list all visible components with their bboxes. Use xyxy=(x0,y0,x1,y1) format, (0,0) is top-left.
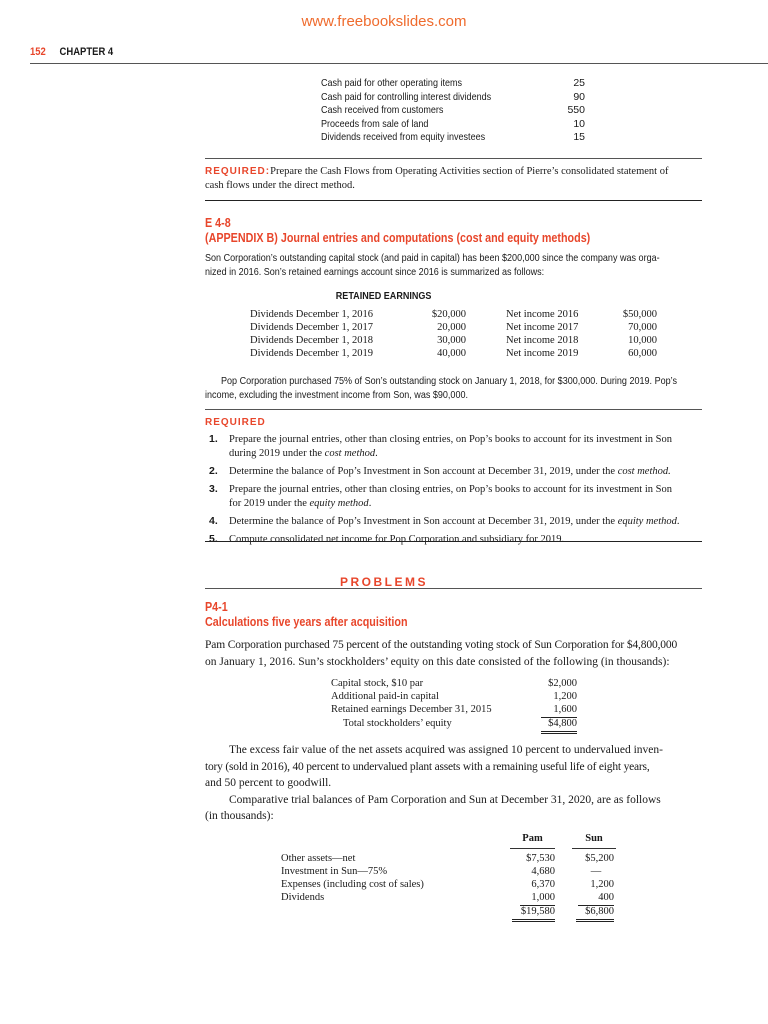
required-text: Prepare the Cash Flows from Operating Activities section of Pierre’s consolidated statement of xyxy=(270,166,669,177)
tb-label: Expenses (including cost of sales) xyxy=(281,879,424,890)
cash-item-label: Proceeds from sale of land xyxy=(321,117,429,130)
equity-total-label: Total stockholders’ equity xyxy=(343,718,452,729)
re-credit-label: Net income 2016 xyxy=(506,309,579,320)
re-debit-label: Dividends December 1, 2017 xyxy=(250,322,374,333)
re-credit-value: 10,000 xyxy=(628,335,657,346)
equity-value: $2,000 xyxy=(548,678,577,689)
tb-pam-value: $7,530 xyxy=(526,853,555,864)
re-credit-value: $50,000 xyxy=(622,309,657,320)
re-credit-label: Net income 2017 xyxy=(506,322,579,333)
tb-label: Dividends xyxy=(281,892,325,903)
required-text: cash flows under the direct method. xyxy=(205,180,355,191)
page-number: 152 xyxy=(30,46,46,58)
cash-item-label: Dividends received from equity investees xyxy=(321,131,486,143)
tb-total-pam: $19,580 xyxy=(512,905,555,922)
re-debit-value: $20,000 xyxy=(431,309,466,320)
problem-title: Calculations five years after acquisition xyxy=(205,615,408,629)
column-rule xyxy=(572,848,616,849)
required-item-cont: during 2019 under the cost method. xyxy=(229,448,378,459)
running-head xyxy=(30,46,127,58)
cash-item-value: 90 xyxy=(573,90,585,103)
required-item: 3. Prepare the journal entries, other than closing entries, on Pop’s books to account for its investment in Son xyxy=(209,483,672,495)
required-item: 1. Prepare the journal entries, other than closing entries, on Pop’s books to account for its investment in Son xyxy=(209,433,672,445)
section-rule xyxy=(205,588,702,589)
section-rule xyxy=(205,541,702,542)
re-debit-label: Dividends December 1, 2019 xyxy=(250,348,374,359)
excess-paragraph: The excess fair value of the net assets acquired was assigned 10 percent to undervalued inven- tory (sold in 2016), 40 percent to undervalued plant assets with a remaining useful life of eight years, and 50 percent to goodwill. Comparative trial balances of Pam Corporation and Sun at December 31, 2020, are as follows (in thousands): xyxy=(205,744,663,822)
exercise-title: (APPENDIX B) Journal entries and computations (cost and equity methods) xyxy=(205,231,591,245)
chapter-label: CHAPTER 4 xyxy=(59,46,114,58)
required-item: 2. Determine the balance of Pop’s Investment in Son account at December 31, 2019, under the cost method. xyxy=(209,465,671,477)
required-cash-flows xyxy=(205,165,705,193)
tb-pam-value: 6,370 xyxy=(531,879,555,890)
re-debit-label: Dividends December 1, 2016 xyxy=(250,309,374,320)
cash-item-value: 15 xyxy=(573,131,585,143)
problems-heading: PROBLEMS xyxy=(339,575,428,589)
re-debit-value: 40,000 xyxy=(437,348,466,359)
equity-total-value: $4,800 xyxy=(541,717,577,734)
equity-label: Retained earnings December 31, 2015 xyxy=(331,704,492,715)
header-rule xyxy=(30,63,768,64)
required-label: REQUIRED: xyxy=(205,166,271,177)
cash-item-value: 550 xyxy=(567,104,585,116)
exercise-intro: Son Corporation’s outstanding capital stock (and paid in capital) has been $200,000 since the company was orga- nized in 2016. Son’s retained earnings account since 2016 is summarized as follows: xyxy=(205,252,660,278)
retained-earnings-title: RETAINED EARNINGS xyxy=(336,290,432,302)
re-debit-value: 30,000 xyxy=(437,335,466,346)
required-list xyxy=(205,432,715,547)
problem-code: P4-1 xyxy=(205,600,228,614)
purchase-paragraph: Pop Corporation purchased 75% of Son’s outstanding stock on January 1, 2018, for $300,000. During 2019. Pop’s income, excluding the investment income from Son, was $90,000. xyxy=(205,375,678,401)
tb-pam-value: 4,680 xyxy=(531,866,555,877)
equity-value: 1,600 xyxy=(541,703,577,718)
tb-total-sun: $6,800 xyxy=(576,905,614,922)
cash-item-value: 10 xyxy=(573,117,585,130)
tb-pam-value: 1,000 xyxy=(520,891,555,906)
required-item: 5. Compute consolidated net income for Pop Corporation and subsidiary for 2019. xyxy=(209,533,565,545)
cash-item-value: 25 xyxy=(573,77,585,89)
required-item-cont: for 2019 under the equity method. xyxy=(229,498,372,509)
column-header-sun: Sun xyxy=(585,833,603,844)
tb-sun-value: 1,200 xyxy=(590,879,614,890)
re-credit-value: 60,000 xyxy=(628,348,657,359)
cash-item-label: Cash received from customers xyxy=(321,104,444,116)
tb-label: Investment in Sun—75% xyxy=(281,866,388,877)
equity-value: 1,200 xyxy=(553,691,577,702)
column-rule xyxy=(510,848,555,849)
tb-sun-value: — xyxy=(590,866,602,877)
required-item: 4. Determine the balance of Pop’s Investment in Son account at December 31, 2019, under the equity method. xyxy=(209,515,680,527)
equity-label: Additional paid-in capital xyxy=(331,691,439,702)
cash-item-label: Cash paid for controlling interest dividends xyxy=(321,90,492,103)
equity-label: Capital stock, $10 par xyxy=(331,678,424,689)
re-credit-value: 70,000 xyxy=(628,322,657,333)
site-url[interactable]: www.freebookslides.com xyxy=(301,13,467,30)
re-credit-label: Net income 2018 xyxy=(506,335,579,346)
cash-item-label: Cash paid for other operating items xyxy=(321,77,463,89)
problem-intro: Pam Corporation purchased 75 percent of the outstanding voting stock of Sun Corporation for $4,800,000 on January 1, 2016. Sun’s stockholders’ equity on this date consisted of the following (in thousands): xyxy=(205,639,678,668)
tb-sun-value: $5,200 xyxy=(585,853,614,864)
section-rule xyxy=(205,158,702,159)
section-rule xyxy=(205,200,702,201)
re-debit-value: 20,000 xyxy=(437,322,466,333)
tb-sun-value: 400 xyxy=(578,891,614,906)
required-label: REQUIRED xyxy=(205,417,266,428)
exercise-code: E 4-8 xyxy=(205,216,231,230)
tb-label: Other assets—net xyxy=(281,853,356,864)
section-rule xyxy=(205,409,702,410)
re-debit-label: Dividends December 1, 2018 xyxy=(250,335,374,346)
re-credit-label: Net income 2019 xyxy=(506,348,579,359)
column-header-pam: Pam xyxy=(522,833,543,844)
